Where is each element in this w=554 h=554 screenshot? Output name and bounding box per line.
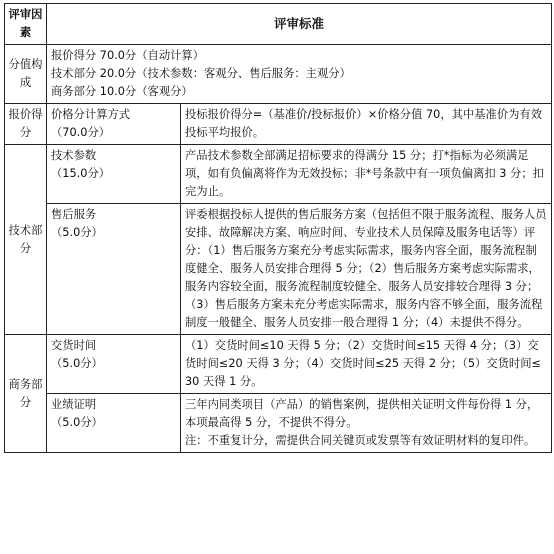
score-line-technical: 技术部分 20.0分（技术参数：客观分、售后服务：主观分） [51,67,351,80]
after-sales-row [5,204,552,335]
header-standard: 评审标准 [47,4,552,45]
price-item-score: （70.0分） [51,126,111,139]
performance-row [5,394,552,453]
header-factor: 评审因素 [5,4,47,45]
performance-item [47,394,181,453]
performance-standard-text: 三年内同类项目（产品）的销售案例，提供相关证明文件每份得 1 分，本项最高得 5 分，不提供不得分。 [185,398,539,429]
score-composition-row [5,45,552,104]
price-item-name: 价格分计算方式 [51,108,131,121]
business-factor: 商务部分 [5,335,47,453]
score-composition-content [47,45,552,104]
after-sales-standard: 评委根据投标人提供的售后服务方案（包括但不限于服务流程、服务人员安排、故障解决方案、响应时间、专业技术人员保障及服务电话等）评分：（1）售后服务方案充分考虑实际需求，服务内容全面，服务流程制度健全、服务人员安排合理得 5 分；（2）售后服务方案考虑实际需求，服务内容较全面，服务流程制度较健全、服务人员安排较合理得 3 分；（3）售后服务方案未充分考虑实际需求，服务内容不够全面，服务流程制度一般健全、服务人员安排一般合理得 1 分；（4）未提供不得分。 [181,204,552,335]
technical-params-row [5,145,552,204]
delivery-row [5,335,552,394]
technical-params-score: （15.0分） [51,167,111,180]
delivery-name: 交货时间 [51,339,97,352]
performance-standard [181,394,552,453]
scoring-table [4,3,552,453]
performance-name: 业绩证明 [51,398,97,411]
header-row [5,4,552,45]
technical-params-name: 技术参数 [51,149,97,162]
score-line-business: 商务部分 10.0分（客观分） [51,85,193,98]
technical-factor: 技术部分 [5,145,47,335]
delivery-item [47,335,181,394]
delivery-score: （5.0分） [51,357,103,370]
performance-score: （5.0分） [51,416,103,429]
after-sales-name: 售后服务 [51,208,97,221]
price-standard: 投标报价得分=（基准价/投标报价）×价格分值 70，其中基准价为有效投标平均报价。 [181,104,552,145]
delivery-standard: （1）交货时间≤10 天得 5 分；（2）交货时间≤15 天得 4 分；（3）交货时间≤20 天得 3 分；（4）交货时间≤25 天得 2 分；（5）交货时间≤30 天得 1 分。 [181,335,552,394]
technical-params-standard: 产品技术参数全部满足招标要求的得满分 15 分；打*指标为必须满足项，如有负偏离将作为无效投标；非*号条款中有一项负偏离扣 3 分；扣完为止。 [181,145,552,204]
technical-params-item [47,145,181,204]
score-line-price: 报价得分 70.0分（自动计算） [51,49,205,62]
after-sales-item [47,204,181,335]
price-factor: 报价得分 [5,104,47,145]
performance-note: 注：不重复计分，需提供合同关键页或发票等有效证明材料的复印件。 [185,434,536,447]
price-row [5,104,552,145]
score-composition-factor: 分值构成 [5,45,47,104]
price-item [47,104,181,145]
after-sales-score: （5.0分） [51,226,103,239]
